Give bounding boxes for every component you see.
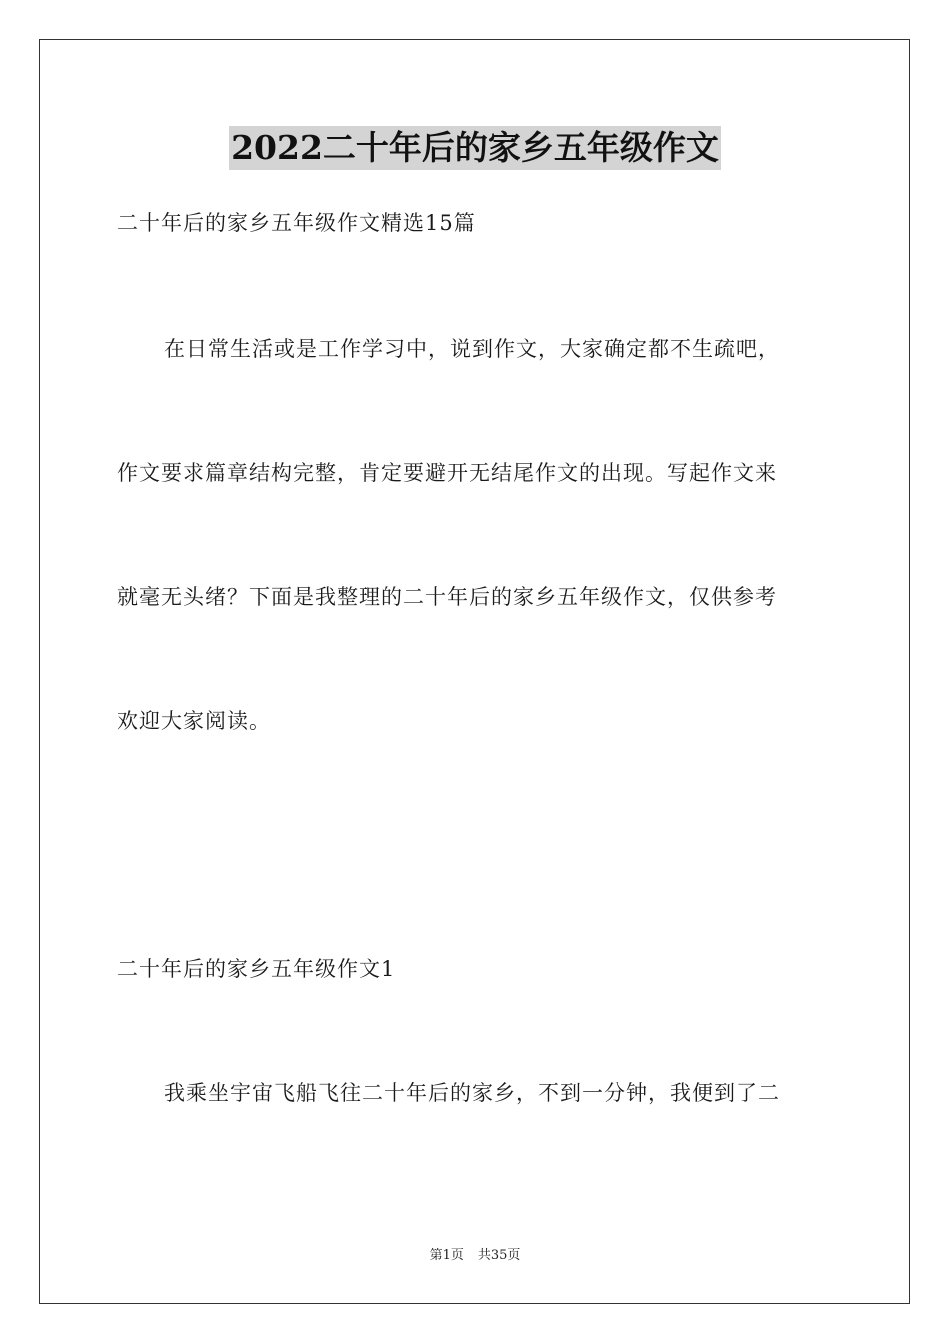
document-subtitle: 二十年后的家乡五年级作文精选15篇	[117, 211, 476, 235]
title-container	[0, 126, 950, 170]
page-footer	[0, 1247, 950, 1265]
document-title: 2022二十年后的家乡五年级作文	[229, 126, 721, 170]
paragraph-line: 就毫无头绪？下面是我整理的二十年后的家乡五年级作文，仅供参考	[117, 585, 777, 609]
section-heading: 二十年后的家乡五年级作文1	[117, 957, 396, 981]
page-number: 第1页	[429, 1248, 464, 1263]
paragraph-line: 欢迎大家阅读。	[117, 709, 271, 733]
paragraph-line: 作文要求篇章结构完整，肯定要避开无结尾作文的出现。写起作文来	[117, 461, 777, 485]
paragraph-line: 在日常生活或是工作学习中，说到作文，大家确定都不生疏吧，	[164, 337, 780, 361]
page-total: 共35页	[477, 1248, 521, 1263]
paragraph-line: 我乘坐宇宙飞船飞往二十年后的家乡，不到一分钟，我便到了二	[164, 1081, 780, 1105]
